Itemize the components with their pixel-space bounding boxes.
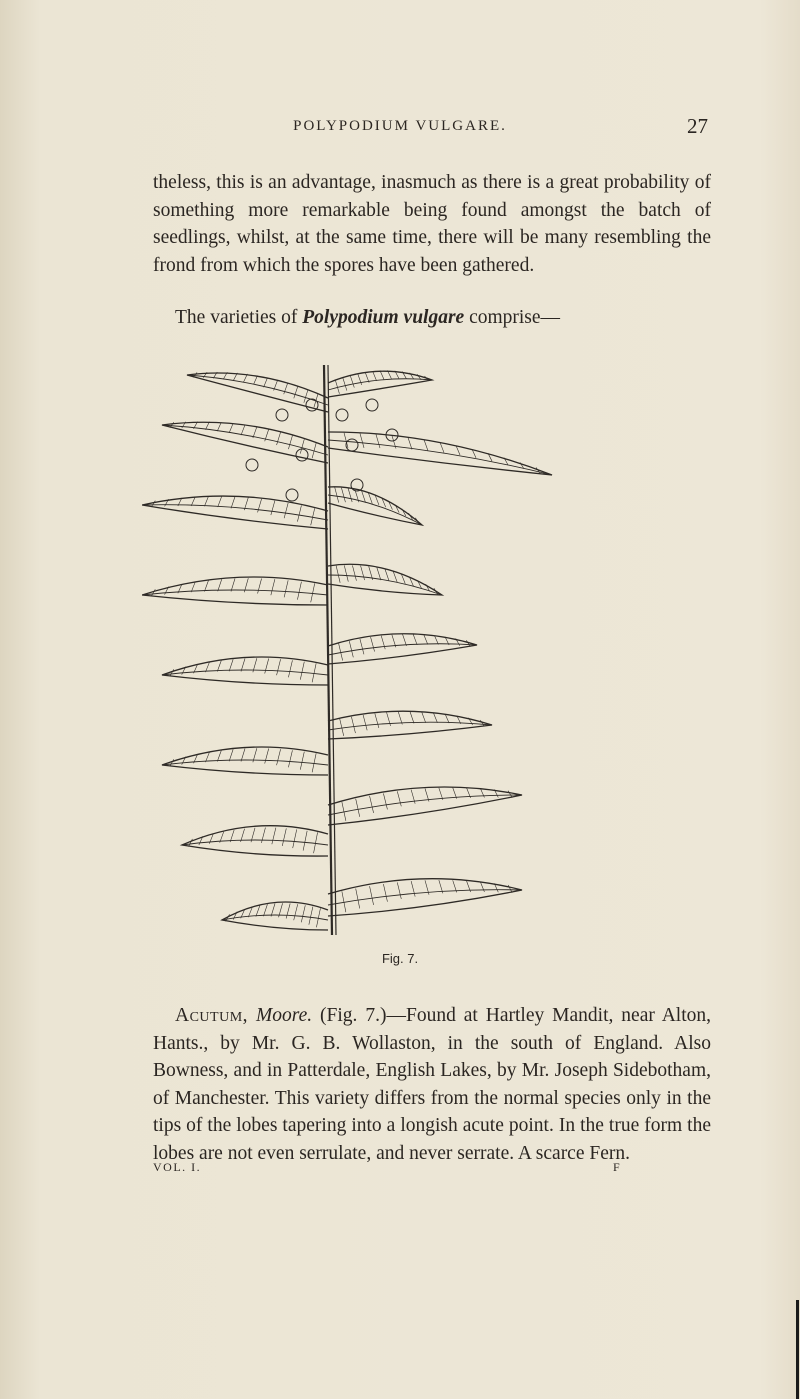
- variety-description: (Fig. 7.)—Found at Hartley Mandit, near Alton, Hants., by Mr. G. B. Wollaston, in the south of England. Also Bowness, and in Patterdale, English Lakes, by Mr. Joseph Sidebotham, of Manchester. This variety differs from the normal species only in the tips of the lobes tapering into a longish acute point. In the true form the lobes are not even serrulate, and never serrate. A scarce Fern.: [153, 1005, 711, 1164]
- paragraph-acutum: [153, 1002, 711, 1168]
- page-number: 27: [687, 114, 708, 138]
- paragraph-continuation: theless, this is an advantage, inasmuch as there is a great probability of something more remarkable being found amongst the batch of seedlings, whilst, at the same time, there will be many resembling the frond from which the spores have been gathered.: [153, 172, 711, 276]
- scan-edge: [796, 1300, 799, 1399]
- fern-frond-illustration: [142, 345, 562, 945]
- volume-mark: VOL. I.: [153, 1160, 202, 1174]
- running-head: POLYPODIUM VULGARE.: [293, 118, 507, 134]
- species-name: Polypodium vulgare: [302, 307, 465, 328]
- page-footer: [0, 1160, 800, 1180]
- figure-caption: Fig. 7.: [381, 951, 419, 966]
- varieties-intro: [175, 307, 715, 329]
- page-header: [0, 114, 800, 142]
- variety-name: Acutum,: [175, 1005, 249, 1026]
- intro-before: The varieties of: [175, 307, 303, 328]
- intro-after: comprise—: [464, 307, 561, 328]
- signature-mark: F: [613, 1160, 622, 1174]
- fern-svg: [142, 345, 562, 945]
- variety-author: Moore.: [255, 1005, 313, 1026]
